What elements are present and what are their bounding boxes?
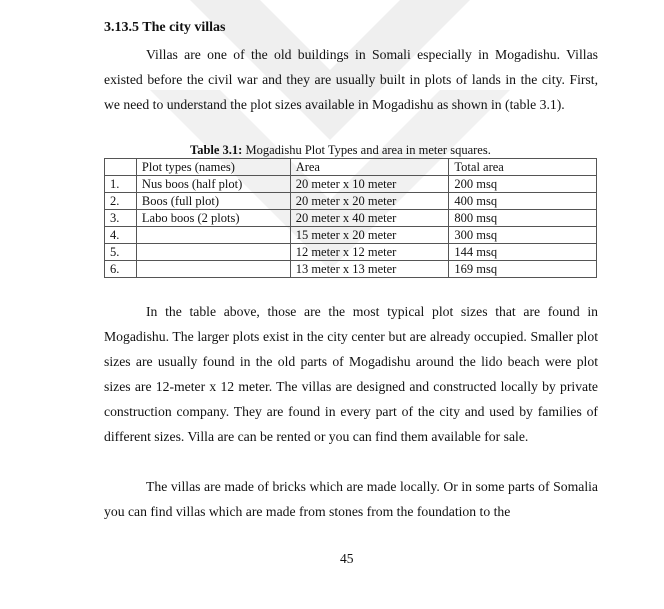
header-cell-area: Area (290, 159, 449, 176)
table-caption-label: Table 3.1: (190, 143, 243, 157)
cell-num: 2. (105, 193, 137, 210)
table-caption-text: Mogadishu Plot Types and area in meter squares. (245, 143, 491, 157)
cell-total: 300 msq (449, 227, 597, 244)
cell-total: 200 msq (449, 176, 597, 193)
paragraph-materials-text: The villas are made of bricks which are made locally. Or in some parts of Somalia you can find villas which are made from stones from the foundation to the (104, 479, 598, 519)
cell-num: 1. (105, 176, 137, 193)
header-cell-num (105, 159, 137, 176)
cell-area: 12 meter x 12 meter (290, 244, 449, 261)
paragraph-intro (104, 42, 598, 117)
cell-num: 6. (105, 261, 137, 278)
cell-area: 13 meter x 13 meter (290, 261, 449, 278)
page-number: 45 (340, 551, 354, 566)
cell-type: Boos (full plot) (136, 193, 290, 210)
cell-num: 3. (105, 210, 137, 227)
paragraph-materials (104, 474, 598, 524)
table-row (105, 227, 597, 244)
cell-total: 400 msq (449, 193, 597, 210)
paragraph-plot-sizes (104, 299, 598, 449)
cell-type (136, 261, 290, 278)
header-cell-total: Total area (449, 159, 597, 176)
cell-total: 800 msq (449, 210, 597, 227)
table-row (105, 210, 597, 227)
table-row (105, 244, 597, 261)
cell-type: Nus boos (half plot) (136, 176, 290, 193)
cell-area: 20 meter x 20 meter (290, 193, 449, 210)
cell-area: 20 meter x 10 meter (290, 176, 449, 193)
paragraph-plot-sizes-text: In the table above, those are the most typical plot sizes that are found in Mogadishu. The larger plots exist in the city center but are already occupied. Smaller plot sizes are usually found in the old parts of Mogadishu around the lido beach were plot sizes are 12-meter x 12 meter. The villas are designed and constructed locally by private construction company. They are found in every part of the city and used by families of different sizes. Villa are can be rented or you can find them available for sale. (104, 304, 598, 444)
header-cell-type: Plot types (names) (136, 159, 290, 176)
table-row (105, 261, 597, 278)
table-row (105, 193, 597, 210)
cell-type (136, 227, 290, 244)
table-header-row (105, 159, 597, 176)
cell-area: 20 meter x 40 meter (290, 210, 449, 227)
section-heading: 3.13.5 The city villas (104, 20, 226, 35)
table-caption (190, 143, 491, 158)
paragraph-intro-text: Villas are one of the old buildings in Somali especially in Mogadishu. Villas existed before the civil war and they are usually built in plots of lands in the city. First, we need to understand the plot sizes available in Mogadishu as shown in (table 3.1). (104, 47, 598, 112)
cell-area: 15 meter x 20 meter (290, 227, 449, 244)
plot-types-table (104, 158, 597, 278)
table-row (105, 176, 597, 193)
cell-type (136, 244, 290, 261)
cell-num: 4. (105, 227, 137, 244)
cell-num: 5. (105, 244, 137, 261)
cell-total: 144 msq (449, 244, 597, 261)
cell-total: 169 msq (449, 261, 597, 278)
cell-type: Labo boos (2 plots) (136, 210, 290, 227)
